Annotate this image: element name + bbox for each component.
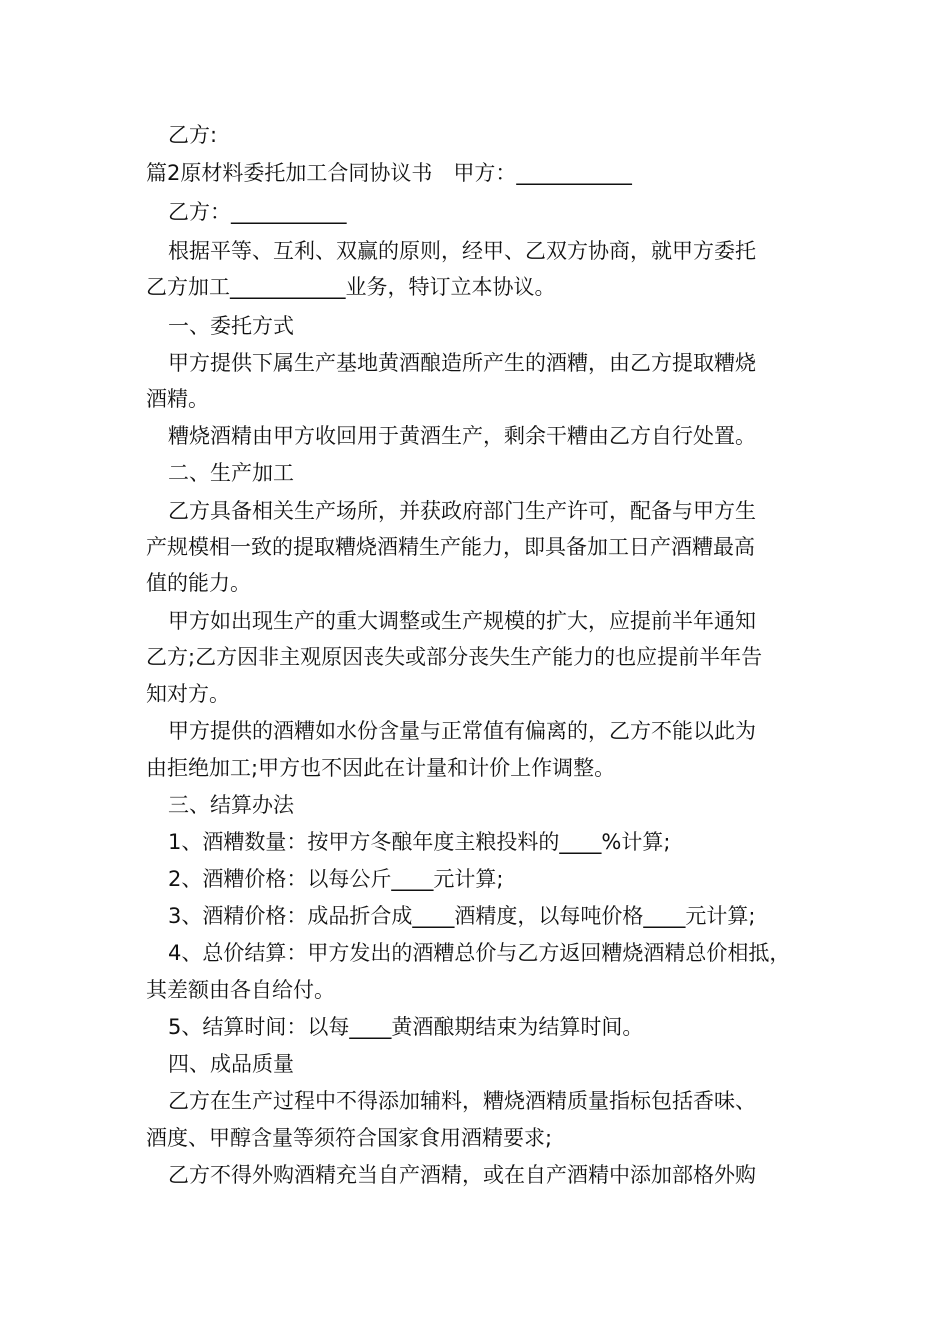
- list-item: 3、酒精价格：成品折合成____酒精度，以每吨价格____元计算;: [168, 904, 756, 928]
- contract-title-line: 篇2原材料委托加工合同协议书 甲方：___________: [146, 161, 632, 185]
- section-heading-3: 三、结算办法: [168, 793, 294, 817]
- paragraph-line: 乙方具备相关生产场所，并获政府部门生产许可，配备与甲方生: [168, 499, 756, 523]
- paragraph-line: 由拒绝加工;甲方也不因此在计量和计价上作调整。: [146, 756, 616, 780]
- paragraph-line: 甲方提供的酒糟如水份含量与正常值有偏离的，乙方不能以此为: [168, 719, 756, 743]
- paragraph-line: 乙方在生产过程中不得添加辅料，糟烧酒精质量指标包括香味、: [168, 1089, 756, 1113]
- paragraph-line: 知对方。: [146, 682, 230, 706]
- list-item: 2、酒糟价格：以每公斤____元计算;: [168, 867, 504, 891]
- list-item: 4、总价结算：甲方发出的酒糟总价与乙方返回糟烧酒精总价相抵，: [168, 941, 791, 965]
- paragraph-line: 乙方不得外购酒精充当自产酒精，或在自产酒精中添加部格外购: [168, 1163, 756, 1187]
- preamble-line-1: 根据平等、互利、双赢的原则，经甲、乙双方协商，就甲方委托: [168, 239, 756, 263]
- list-item: 1、酒糟数量：按甲方冬酿年度主粮投料的____%计算;: [168, 830, 671, 854]
- party-b-line: 乙方:: [168, 123, 218, 147]
- paragraph-line: 甲方提供下属生产基地黄酒酿造所产生的酒糟，由乙方提取糟烧: [168, 351, 756, 375]
- paragraph-line: 酒度、甲醇含量等须符合国家食用酒精要求;: [146, 1126, 553, 1150]
- paragraph-line: 值的能力。: [146, 571, 251, 595]
- list-item-continuation: 其差额由各自给付。: [146, 978, 335, 1002]
- section-heading-4: 四、成品质量: [168, 1052, 294, 1076]
- paragraph-line: 乙方;乙方因非主观原因丧失或部分丧失生产能力的也应提前半年告: [146, 645, 763, 669]
- paragraph-line: 酒精。: [146, 387, 209, 411]
- party-b-blank-line: 乙方：___________: [168, 200, 347, 224]
- paragraph-line: 产规模相一致的提取糟烧酒精生产能力，即具备加工日产酒糟最高: [146, 535, 755, 559]
- section-heading-1: 一、委托方式: [168, 314, 294, 338]
- paragraph-line: 糟烧酒精由甲方收回用于黄酒生产，剩余干糟由乙方自行处置。: [168, 424, 756, 448]
- paragraph-line: 甲方如出现生产的重大调整或生产规模的扩大，应提前半年通知: [168, 609, 756, 633]
- list-item: 5、结算时间：以每____黄酒酿期结束为结算时间。: [168, 1015, 644, 1039]
- section-heading-2: 二、生产加工: [168, 461, 294, 485]
- preamble-line-2: 乙方加工___________业务，特订立本协议。: [146, 275, 556, 299]
